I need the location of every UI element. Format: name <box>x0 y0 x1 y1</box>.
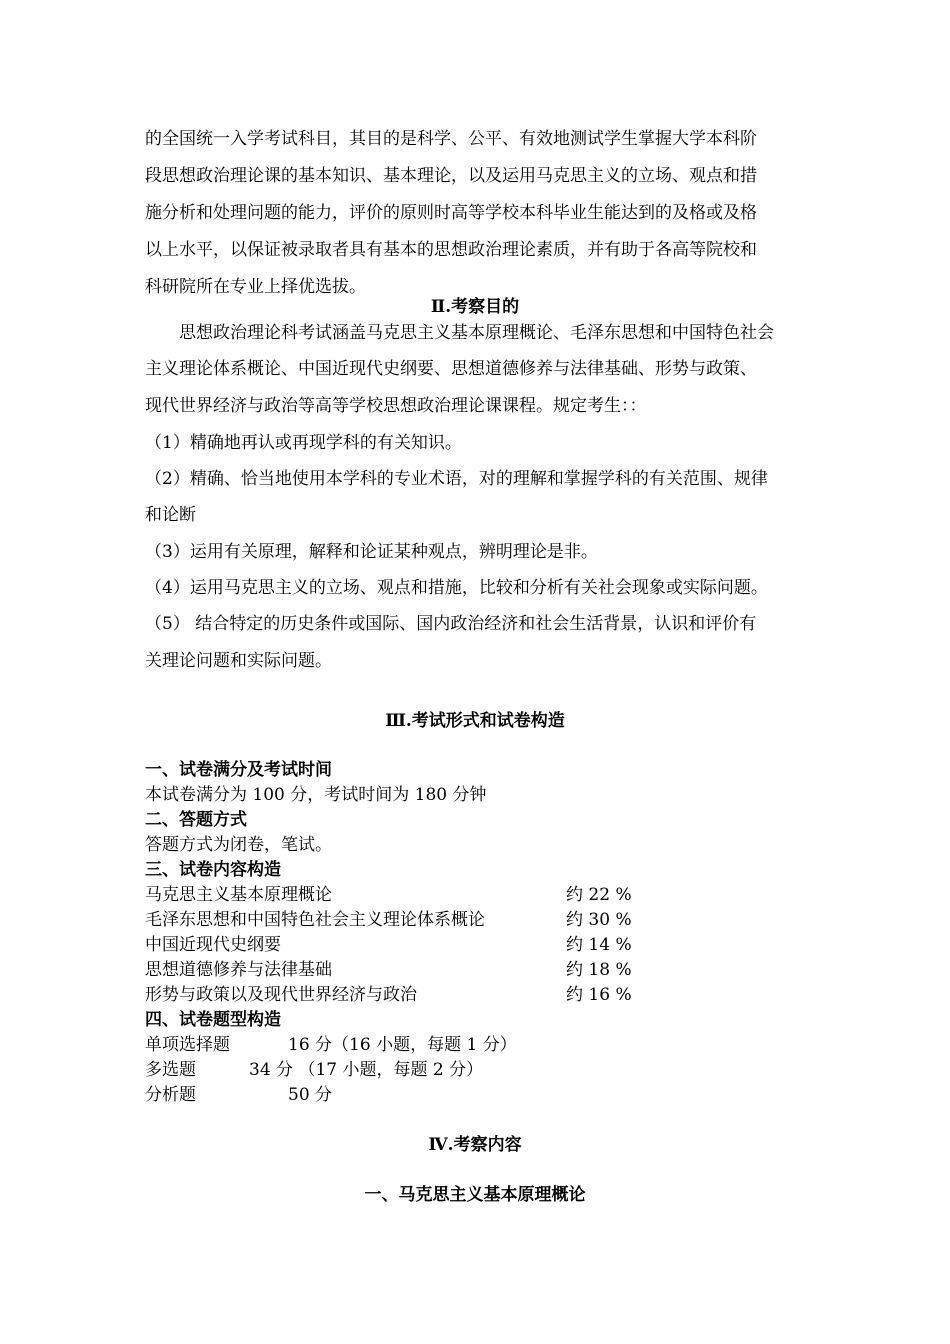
question-type-name: 多选题 <box>145 1060 196 1080</box>
question-type-name: 单项选择题 <box>145 1035 230 1055</box>
subheading: 四、试卷题型构造 <box>145 1010 281 1030</box>
content-item-pct: 约 30 % <box>566 910 632 930</box>
intro-line: 科研院所在专业上择优选拔。 <box>145 277 366 297</box>
content-item-name: 思想道德修养与法律基础 <box>145 960 332 980</box>
content-item-name: 马克思主义基本原理概论 <box>145 885 332 905</box>
content-item-pct: 约 18 % <box>566 960 632 980</box>
list-item: （2）精确、恰当地使用本学科的专业术语，对的理解和掌握学科的有关范围、规律 <box>145 469 768 489</box>
content-item-name: 毛泽东思想和中国特色社会主义理论体系概论 <box>145 910 485 930</box>
question-type-detail: 34 分 （17 小题，每题 2 分） <box>249 1060 484 1080</box>
content-item-pct: 约 16 % <box>566 985 632 1005</box>
section-title: Ⅲ.考试形式和试卷构造 <box>385 711 565 731</box>
body-line: 本试卷满分为 100 分，考试时间为 180 分钟 <box>145 785 487 805</box>
body-line: 主义理论体系概论、中国近现代史纲要、思想道德修养与法律基础、形势与政策、 <box>145 359 757 379</box>
list-item: （4）运用马克思主义的立场、观点和措施，比较和分析有关社会现象或实际问题。 <box>145 578 768 598</box>
chapter-title: 一、马克思主义基本原理概论 <box>364 1185 586 1205</box>
subheading: 一、试卷满分及考试时间 <box>145 760 332 780</box>
subheading: 三、试卷内容构造 <box>145 860 281 880</box>
intro-line: 施分析和处理问题的能力，评价的原则时高等学校本科毕业生能达到的及格或及格 <box>145 203 757 223</box>
question-type-detail: 50 分 <box>288 1085 333 1105</box>
section-title: Ⅳ.考察内容 <box>428 1135 522 1155</box>
list-item: （5） 结合特定的历史条件或国际、国内政治经济和社会生活背景，认识和评价有 <box>145 614 757 634</box>
list-item: （1）精确地再认或再现学科的有关知识。 <box>145 433 462 453</box>
intro-line: 以上水平，以保证被录取者具有基本的思想政治理论素质，并有助于各高等院校和 <box>145 240 757 260</box>
question-type-name: 分析题 <box>145 1085 196 1105</box>
content-item-pct: 约 22 % <box>566 885 632 905</box>
list-item: （3）运用有关原理，解释和论证某种观点，辨明理论是非。 <box>145 542 598 562</box>
content-item-pct: 约 14 % <box>566 935 632 955</box>
question-type-detail: 16 分（16 小题，每题 1 分） <box>288 1035 517 1055</box>
content-item-name: 中国近现代史纲要 <box>145 935 281 955</box>
subheading: 二、答题方式 <box>145 810 247 830</box>
body-line: 思想政治理论科考试涵盖马克思主义基本原理概论、毛泽东思想和中国特色社会 <box>145 323 774 343</box>
body-line: 现代世界经济与政治等高等学校思想政治理论课课程。规定考生：： <box>145 396 647 416</box>
section-title: Ⅱ.考察目的 <box>430 297 520 317</box>
list-item: 和论断 <box>145 505 196 525</box>
intro-line: 的全国统一入学考试科目，其目的是科学、公平、有效地测试学生掌握大学本科阶 <box>145 129 757 149</box>
content-item-name: 形势与政策以及现代世界经济与政治 <box>145 985 417 1005</box>
body-line: 答题方式为闭卷，笔试。 <box>145 835 332 855</box>
list-item: 关理论问题和实际问题。 <box>145 651 332 671</box>
intro-line: 段思想政治理论课的基本知识、基本理论，以及运用马克思主义的立场、观点和措 <box>145 166 757 186</box>
